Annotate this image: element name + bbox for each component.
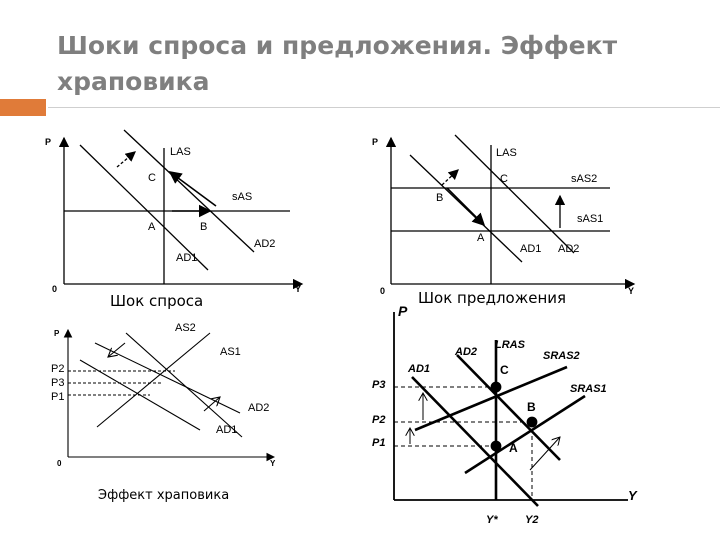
supply-ad1-line — [410, 155, 522, 262]
supply-ad-shift-arrow — [442, 170, 458, 185]
demand-sas-label: sAS — [232, 191, 253, 203]
ratchet-left-p3-label: P3 — [51, 377, 65, 389]
ratchet-right-y2-label: Y2 — [525, 514, 539, 526]
supply-point-c: C — [500, 173, 508, 185]
supply-shock-caption: Шок предложения — [418, 289, 567, 307]
ratchet-right-ad1-line — [412, 377, 538, 506]
slide-title: Шоки спроса и предложения. Эффект храповика — [57, 31, 618, 96]
ratchet-right-ystar-label: Y* — [486, 514, 498, 526]
ratchet-right-point-a: A — [509, 441, 518, 455]
demand-shock-caption: Шок спроса — [110, 292, 204, 310]
ratchet-right-sras1-label: SRAS1 — [570, 383, 607, 395]
supply-sas2-label: sAS2 — [571, 173, 598, 185]
supply-point-b: B — [436, 192, 444, 204]
supply-las-label: LAS — [496, 147, 517, 159]
ratchet-right-lras-label: LRAS — [495, 339, 525, 351]
ratchet-left-ad1-label: AD1 — [216, 424, 238, 436]
supply-sas1-label: sAS1 — [577, 213, 604, 225]
supply-axis-p-label: P — [372, 137, 379, 147]
ratchet-right-sras2-label: SRAS2 — [543, 350, 580, 362]
demand-origin-label: 0 — [52, 284, 58, 294]
ratchet-right-point-b: B — [527, 400, 536, 414]
ratchet-left-diagram — [68, 330, 274, 457]
supply-point-a: A — [477, 232, 485, 244]
ratchet-right-p1-label: P1 — [372, 437, 386, 449]
ratchet-left-ad2-label: AD2 — [248, 402, 270, 414]
ratchet-right-ad-shift-arrow — [530, 437, 560, 470]
demand-point-c: C — [148, 172, 156, 184]
demand-axis-p-label: P — [45, 137, 52, 147]
ratchet-left-p2-label: P2 — [51, 363, 65, 375]
ratchet-left-axis-y-label: Y — [270, 459, 276, 468]
ratchet-right-axis-y-label: Y — [628, 488, 637, 503]
ratchet-right-point-b-dot — [528, 418, 537, 427]
supply-axis-y-label: Y — [628, 286, 635, 296]
ratchet-right-p2-label: P2 — [372, 414, 386, 426]
ratchet-right-point-c: C — [500, 363, 509, 377]
ratchet-right-point-a-dot — [492, 442, 501, 451]
demand-ad1-label: AD1 — [176, 252, 198, 264]
ratchet-right-p3-label: P3 — [372, 379, 386, 391]
ratchet-left-as1-label: AS1 — [220, 346, 241, 358]
ratchet-left-ad1-line — [95, 343, 240, 413]
supply-adjust-arrow — [447, 188, 484, 225]
ratchet-left-p1-label: P1 — [51, 391, 65, 403]
ratchet-left-as2-label: AS2 — [175, 322, 196, 334]
supply-ad2-label: AD2 — [558, 243, 580, 255]
ratchet-effect-caption: Эффект храповика — [98, 488, 230, 503]
ratchet-left-origin-label: 0 — [57, 459, 62, 468]
ratchet-right-sras1-line — [465, 396, 585, 473]
ratchet-right-ad1-label: AD1 — [408, 363, 431, 375]
demand-point-a: A — [148, 221, 156, 233]
demand-adjust-arrow-bc — [170, 172, 216, 206]
ratchet-right-ad2-label: AD2 — [455, 346, 478, 358]
demand-ad2-label: AD2 — [254, 238, 276, 250]
demand-las-label: LAS — [170, 146, 191, 158]
ratchet-right-sras2-line — [415, 367, 567, 430]
demand-point-b: B — [200, 221, 208, 233]
demand-ad-shift-arrow — [117, 152, 135, 167]
demand-axis-y-label: Y — [295, 284, 302, 294]
ratchet-right-axis-p-label: P — [398, 303, 408, 319]
ratchet-left-axis-p-label: P — [54, 329, 60, 338]
supply-ad1-label: AD1 — [520, 243, 542, 255]
ratchet-right-point-c-dot — [492, 383, 501, 392]
supply-origin-label: 0 — [380, 286, 386, 296]
